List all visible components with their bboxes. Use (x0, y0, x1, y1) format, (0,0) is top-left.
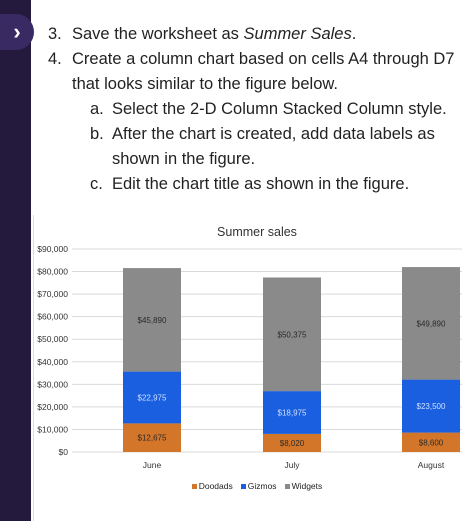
data-label: $45,890 (137, 315, 167, 325)
x-tick-label: July (284, 460, 300, 470)
substep-letter: c. (90, 175, 103, 193)
legend-swatch (192, 484, 197, 489)
x-tick-label: June (142, 460, 162, 470)
legend-swatch (285, 484, 290, 489)
substep-letter: a. (90, 100, 104, 118)
legend-item-widgets (285, 481, 323, 491)
y-tick-label: $20,000 (37, 401, 68, 412)
chart-title: Summer sales (217, 225, 297, 239)
data-label: $8,600 (418, 438, 444, 448)
legend-label: Doodads (198, 481, 233, 491)
y-tick-label: $10,000 (37, 424, 68, 435)
y-tick-label: $0 (58, 447, 68, 457)
y-tick-label: $80,000 (37, 266, 68, 277)
data-label: $18,975 (277, 408, 307, 418)
legend-item-gizmos (241, 481, 277, 491)
data-label: $8,020 (279, 438, 305, 448)
legend-label: Gizmos (247, 481, 277, 491)
x-tick-label: August (417, 460, 445, 470)
data-label: $12,675 (137, 433, 167, 443)
legend-swatch (241, 484, 246, 489)
step-text-part: . (351, 25, 357, 43)
y-tick-label: $90,000 (37, 244, 68, 254)
chevron-right-icon[interactable]: › (0, 14, 34, 50)
substep-text: After the chart is created, add data labels as shown in the figure. (112, 125, 435, 168)
y-tick-label: $40,000 (37, 356, 68, 367)
legend-item-doodads (192, 481, 233, 491)
substep-letter: b. (90, 125, 104, 143)
y-tick-label: $60,000 (37, 311, 68, 322)
legend-label: Widgets (291, 481, 323, 491)
data-label: $23,500 (416, 402, 446, 412)
chart-legend (0, 481, 474, 491)
y-tick-label: $70,000 (37, 289, 68, 300)
data-label: $50,375 (277, 330, 307, 340)
y-tick-label: $30,000 (37, 379, 68, 390)
y-tick-label: $50,000 (37, 334, 68, 345)
step-text-italic: Summer Sales (243, 25, 352, 43)
step-number: 4. (48, 50, 62, 68)
data-label: $22,975 (137, 393, 167, 403)
data-label: $49,890 (416, 319, 446, 329)
step-text-part: Save the worksheet as (72, 25, 244, 43)
step-text: Create a column chart based on cells A4 through D7 that looks similar to the figure below. (72, 50, 455, 93)
step-number: 3. (48, 25, 62, 43)
substep-text: Select the 2-D Column Stacked Column style. (112, 100, 447, 118)
substep-text: Edit the chart title as shown in the figure. (112, 175, 410, 193)
